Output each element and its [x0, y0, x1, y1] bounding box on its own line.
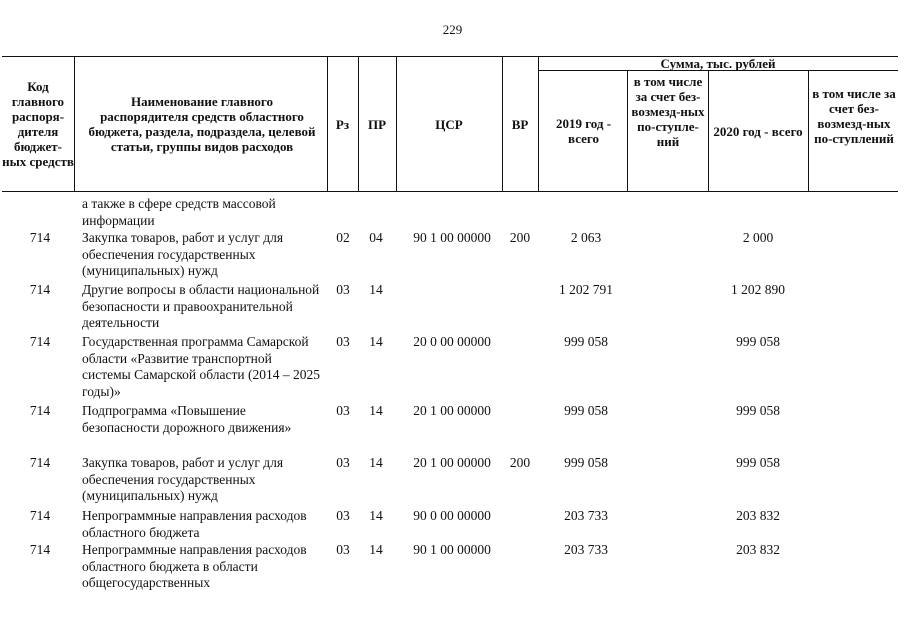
row-sum-2020: 2 000 — [742, 230, 774, 245]
row-pr: 14 — [369, 282, 383, 297]
row-pr: 14 — [369, 334, 383, 349]
row-name: Другие вопросы в области национальной безопасности и правоохранительной деятельности — [82, 282, 320, 330]
header-pr: ПР — [367, 116, 387, 132]
header-name: Наименование главного распорядителя средств областного бюджета, раздела, подраздела, целевой статьи, группы видов расходов — [88, 94, 316, 154]
page-number: 229 — [442, 22, 463, 37]
row-csr: 20 1 00 00000 — [413, 455, 491, 470]
col-divider — [808, 70, 809, 192]
row-vr: 200 — [509, 455, 531, 470]
header-2019-total: 2019 год - всего — [555, 116, 612, 146]
row-sum-2020: 1 202 890 — [731, 282, 785, 297]
row-name: Закупка товаров, работ и услуг для обеспечения государственных (муниципальных) нужд — [82, 455, 284, 503]
col-divider — [627, 70, 628, 192]
row-code: 714 — [29, 508, 51, 523]
row-code: 714 — [29, 282, 51, 297]
row-sum-2019: 999 058 — [564, 455, 608, 470]
row-sum-2020: 999 058 — [736, 403, 780, 418]
row-csr: 90 1 00 00000 — [413, 542, 491, 557]
row-sum-2019: 1 202 791 — [559, 282, 613, 297]
row-sum-2019: 999 058 — [564, 334, 608, 349]
row-csr: 20 0 00 00000 — [413, 334, 491, 349]
row-sum-2020: 203 832 — [736, 508, 780, 523]
row-code: 714 — [29, 403, 51, 418]
row-sum-2019: 203 733 — [564, 542, 608, 557]
row-rz: 03 — [336, 455, 350, 470]
col-divider — [538, 56, 539, 192]
row-pr: 04 — [369, 230, 383, 245]
header-csr: ЦСР — [435, 116, 463, 132]
table-header — [2, 56, 898, 192]
row-sum-2019: 203 733 — [564, 508, 608, 523]
row-sum-2020: 999 058 — [736, 334, 780, 349]
header-sum-group: Сумма, тыс. рублей — [660, 55, 776, 71]
row-code: 714 — [29, 455, 51, 470]
row-code: 714 — [29, 542, 51, 557]
header-rz: Рз — [335, 116, 350, 132]
row-csr: 20 1 00 00000 — [413, 403, 491, 418]
row-rz: 03 — [336, 403, 350, 418]
row-rz: 03 — [336, 542, 350, 557]
header-2020-grants: в том числе за счет без-возмезд-ных по-ступлений — [812, 86, 896, 146]
row-sum-2020: 999 058 — [736, 455, 780, 470]
row-pr: 14 — [369, 455, 383, 470]
row-csr: 90 1 00 00000 — [413, 230, 491, 245]
header-2020-total: 2020 год - всего — [713, 123, 803, 139]
header-vr: ВР — [511, 116, 529, 132]
row-pr: 14 — [369, 542, 383, 557]
row-rz: 03 — [336, 508, 350, 523]
col-divider — [708, 70, 709, 192]
row-code: 714 — [29, 230, 51, 245]
row-name: Государственная программа Самарской области «Развитие транспортной системы Самарской области (2014 – 2025 годы)» — [82, 334, 320, 399]
row-sum-2019: 999 058 — [564, 403, 608, 418]
row-sum-2019: 2 063 — [570, 230, 602, 245]
row-rz: 02 — [336, 230, 350, 245]
row-code: 714 — [29, 334, 51, 349]
row-vr: 200 — [509, 230, 531, 245]
row-name: Подпрограмма «Повышение безопасности дорожного движения» — [82, 403, 292, 435]
header-2019-grants: в том числе за счет без-возмезд-ных по-ступле-ний — [631, 74, 705, 149]
row-rz: 03 — [336, 282, 350, 297]
row-name: Закупка товаров, работ и услуг для обеспечения государственных (муниципальных) нужд — [82, 230, 284, 278]
row-name: Непрограммные направления расходов областного бюджета в области общегосударственных — [82, 542, 307, 590]
row-csr: 90 0 00 00000 — [413, 508, 491, 523]
row-name: а также в сфере средств массовой информации — [82, 196, 276, 228]
row-sum-2020: 203 832 — [736, 542, 780, 557]
row-pr: 14 — [369, 508, 383, 523]
header-code: Код главного распоря-дителя бюджет-ных средств — [2, 79, 74, 169]
row-pr: 14 — [369, 403, 383, 418]
row-name: Непрограммные направления расходов областного бюджета — [82, 508, 307, 540]
col-divider — [74, 56, 75, 192]
row-rz: 03 — [336, 334, 350, 349]
